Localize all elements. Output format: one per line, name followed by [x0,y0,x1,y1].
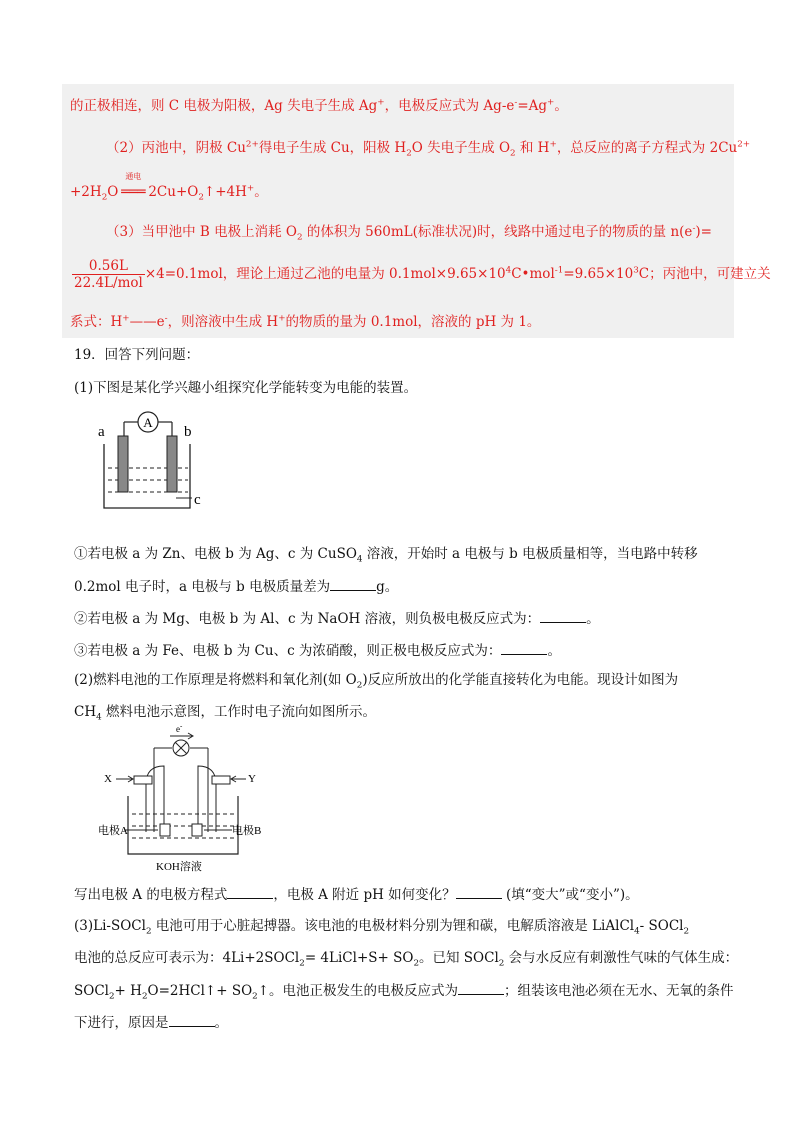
answer-blank[interactable] [169,1014,215,1027]
gas-x-label: X [104,773,112,785]
answer-line-3: $+2H_2O$ 通电 ═══ $2Cu+O_2↑+4H^+$。 [70,172,268,203]
sub-question-2: ②若电极 a 为 Mg、电极 b 为 Al、c 为 NaOH 溶液，则负极电极反应式为： 。 [74,611,600,627]
galvanic-cell-figure [96,406,208,516]
question-19-title: 19．回答下列问题： [74,347,200,363]
question-19-part3-cont3: 下进行，原因是 。 [74,1015,228,1031]
electrode-b-label: b [184,424,192,440]
electrode-b-label: 电极B [232,825,262,837]
answer-blank[interactable] [501,642,547,655]
sub-question-1: ①若电极 a 为 Zn、电极 b 为 Ag、c 为 CuSO$_4$ 溶液，开始时 a 电极与 b 电极质量相等，当电路中转移 [74,546,698,565]
electron-label: e- [176,722,183,734]
gas-y-label: Y [248,773,256,785]
electrode-a-label: a [98,424,105,440]
answer-blank[interactable] [458,982,504,995]
answer-line-6: 系式：H+——e-，则溶液中生成 H+的物质的量为 0.1mol，溶液的 pH 为 1。 [70,313,541,330]
electrode-b [167,436,177,492]
question-19-part2-cont: $CH_4$ 燃料电池示意图，工作时电子流向如图所示。 [74,704,376,723]
question-19-part3: (3)Li-SOCl$_2$ 电池可用于心脏起搏器。该电池的电极材料分别为锂和碳，电解质溶液是 LiAlCl$_4$- SOCl$_2$ [74,918,690,937]
sub-question-1-cont: 0.2mol 电子时，a 电极与 b 电极质量差为 g。 [74,579,399,595]
answer-line-5: $\frac{0.56L}{\text{22.4L/mol}}$ ×4=0.1mol，理论上通过乙池的电量为 $0.1mol\times 9.65\times 10^4C•mol^{-1}=9.65\times 10^3C$；丙池中，可建立关 [74,258,771,292]
question-19-part3-cont2: SOCl$_2$+ $H_2O=2HCl↑+$ $SO_2↑$。电池正极发生的电极反应式为 ；组装该电池必须在无水、无氧的条件 [74,983,734,1002]
answer-blank[interactable] [540,610,586,623]
question-19-part2: (2)燃料电池的工作原理是将燃料和氧化剂(如 $O_2$)反应所放出的化学能直接转化为电能。现设计如图为 [74,672,679,691]
electrode-a [118,436,128,492]
fraction: $\frac{0.56L}{\text{22.4L/mol}}$ [74,258,143,292]
answer-blank[interactable] [456,886,502,899]
electrolyte-label: KOH溶液 [156,861,202,873]
fuel-cell-figure [98,722,270,874]
ammeter-label: A [143,415,153,430]
answer-line-4: （3）当甲池中 B 电极上消耗 $O_2$ 的体积为 560mL(标准状况)时，线路中通过电子的物质的量 n(e-)= [106,223,712,243]
answer-line-1: 的正极相连，则 C 电极为阳极，Ag 失电子生成 Ag+，电极反应式为 Ag-e-=Ag+。 [70,97,568,114]
condition-arrow: 通电 ═══ [121,172,146,200]
answer-line-2: （2）丙池中，阴极 $Cu^{2+}$得电子生成 Cu，阳极 $H_2O$ 失电子生成 $O_2$ 和 H+，总反应的离子方程式为 $2Cu^{2+}$ [106,139,751,159]
electrolyte-c-label: c [194,492,201,508]
electrode-a [160,824,170,836]
electrode-a-label: 电极A [98,825,128,837]
question-19-part3-cont1: 电池的总反应可表示为：4Li+2SOCl$_2$= 4LiCl+S+ $SO_2$。已知 SOCl$_2$ 会与水反应有刺激性气味的气体生成： [74,950,739,969]
answer-explanation-block [62,84,771,338]
answer-blank[interactable] [227,886,273,899]
sub-question-3: ③若电极 a 为 Fe、电极 b 为 Cu、c 为浓硝酸，则正极电极反应式为： 。 [74,643,561,659]
question-19-part2-question: 写出电极 A 的电极方程式 ，电极 A 附近 pH 如何变化？ (填“变大”或“变小”)。 [74,887,639,903]
electrode-b [192,824,202,836]
question-19-part1: (1)下图是某化学兴趣小组探究化学能转变为电能的装置。 [74,380,418,396]
answer-blank[interactable] [330,578,376,591]
